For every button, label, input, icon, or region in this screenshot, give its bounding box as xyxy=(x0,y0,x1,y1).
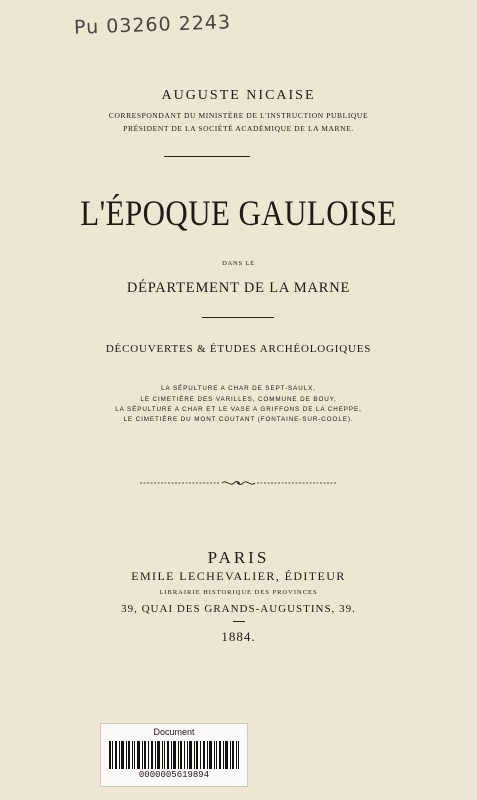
barcode-label xyxy=(100,723,248,787)
contents-line-2: LE CIMETIÈRE DES VARILLES, COMMUNE DE BOUY, xyxy=(140,396,337,403)
divider-rule xyxy=(164,156,250,157)
library-name: LIBRAIRIE HISTORIQUE DES PROVINCES xyxy=(159,589,318,596)
affiliation-line-2: PRÉSIDENT DE LA SOCIÉTÉ ACADÉMIQUE DE LA MARNE. xyxy=(123,124,354,133)
contents-line-3: LA SÉPULTURE A CHAR ET LE VASE A GRIFFONS DE LA CHEPPE, xyxy=(115,406,362,413)
label-title: Document xyxy=(153,727,195,737)
ornament-divider xyxy=(140,478,337,488)
publisher-name: EMILE LECHEVALIER, ÉDITEUR xyxy=(131,569,346,583)
publication-city: PARIS xyxy=(207,548,270,567)
contents-line-1: LA SÉPULTURE A CHAR DE SEPT-SAULX, xyxy=(161,385,316,392)
contents-line-4: LE CIMETIÈRE DU MONT COUTANT (FONTAINE-SUR-COOLE). xyxy=(123,416,354,423)
barcode-number: 0000005619894 xyxy=(138,770,210,780)
publisher-address: 39, QUAI DES GRANDS-AUGUSTINS, 39. xyxy=(121,603,356,615)
handwritten-shelfmark: Pu 03260 2243 xyxy=(73,11,232,39)
divider-rule xyxy=(233,621,245,622)
publication-year: 1884. xyxy=(221,629,256,644)
title-connector: DANS LE xyxy=(222,260,255,267)
affiliation-line-1: CORRESPONDANT DU MINISTÈRE DE L'INSTRUCTION PUBLIQUE xyxy=(108,111,369,120)
barcode-image xyxy=(109,741,239,769)
divider-rule xyxy=(202,317,274,318)
subtitle: DÉCOUVERTES & ÉTUDES ARCHÉOLOGIQUES xyxy=(105,343,372,355)
author-name: AUGUSTE NICAISE xyxy=(161,88,316,103)
department-title: DÉPARTEMENT DE LA MARNE xyxy=(126,280,351,296)
book-title: L'ÉPOQUE GAULOISE xyxy=(80,193,397,233)
